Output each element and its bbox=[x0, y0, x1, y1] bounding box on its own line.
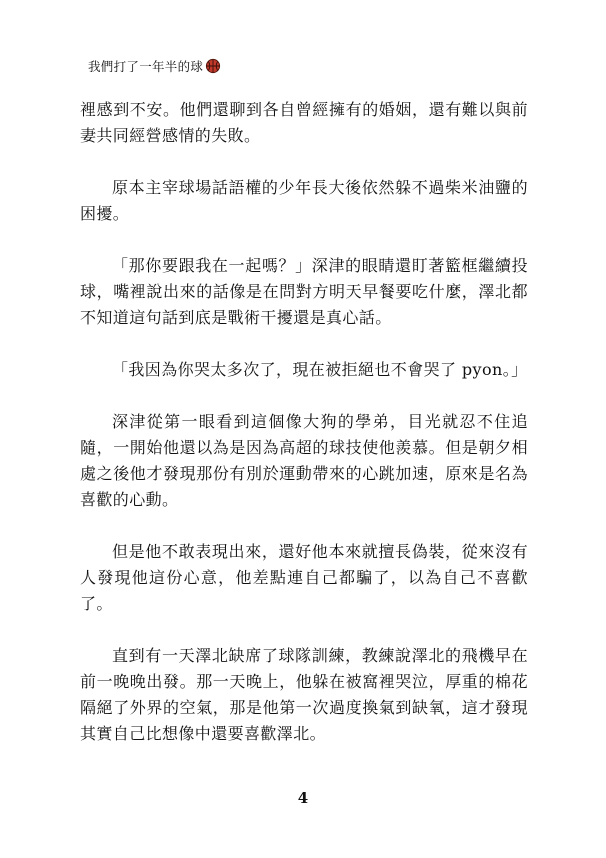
paragraph-1: 裡感到不安。他們還聊到各自曾經擁有的婚姻，還有難以與前妻共同經營感情的失敗。 bbox=[80, 100, 528, 145]
page-number: 4 bbox=[297, 789, 309, 807]
running-header bbox=[88, 56, 221, 76]
paragraph-2: 原本主宰球場話語權的少年長大後依然躲不過柴米油鹽的困擾。 bbox=[80, 178, 528, 223]
body-text bbox=[80, 97, 528, 747]
paragraph-3: 「那你要跟我在一起嗎？」深津的眼睛還盯著籃框繼續投球，嘴裡說出來的話像是在問對方明天早餐要吃什麼，澤北都不知道這句話到底是戰術干擾還是真心話。 bbox=[80, 256, 528, 327]
paragraph-6: 但是他不敢表現出來，還好他本來就擅長偽裝，從來沒有人發現他這份心意，他差點連自己都騙了，以為自己不喜歡了。 bbox=[80, 542, 528, 613]
header-title: 我們打了一年半的球 bbox=[88, 59, 204, 74]
basketball-icon bbox=[205, 58, 221, 74]
paragraph-5: 深津從第一眼看到這個像大狗的學弟，目光就忍不住追隨，一開始他還以為是因為高超的球技使他羨慕。但是朝夕相處之後他才發現那份有別於運動帶來的心跳加速，原來是名為喜歡的心動。 bbox=[80, 412, 528, 509]
paragraph-4: 「我因為你哭太多次了，現在被拒絕也不會哭了 pyon。」 bbox=[112, 360, 528, 379]
paragraph-7: 直到有一天澤北缺席了球隊訓練，教練說澤北的飛機早在前一晚晚出發。那一天晚上，他躲在被窩裡哭泣，厚重的棉花隔絕了外界的空氣，那是他第一次過度換氣到缺氧，這才發現其實自己比想像中還要喜歡澤北。 bbox=[80, 646, 528, 743]
